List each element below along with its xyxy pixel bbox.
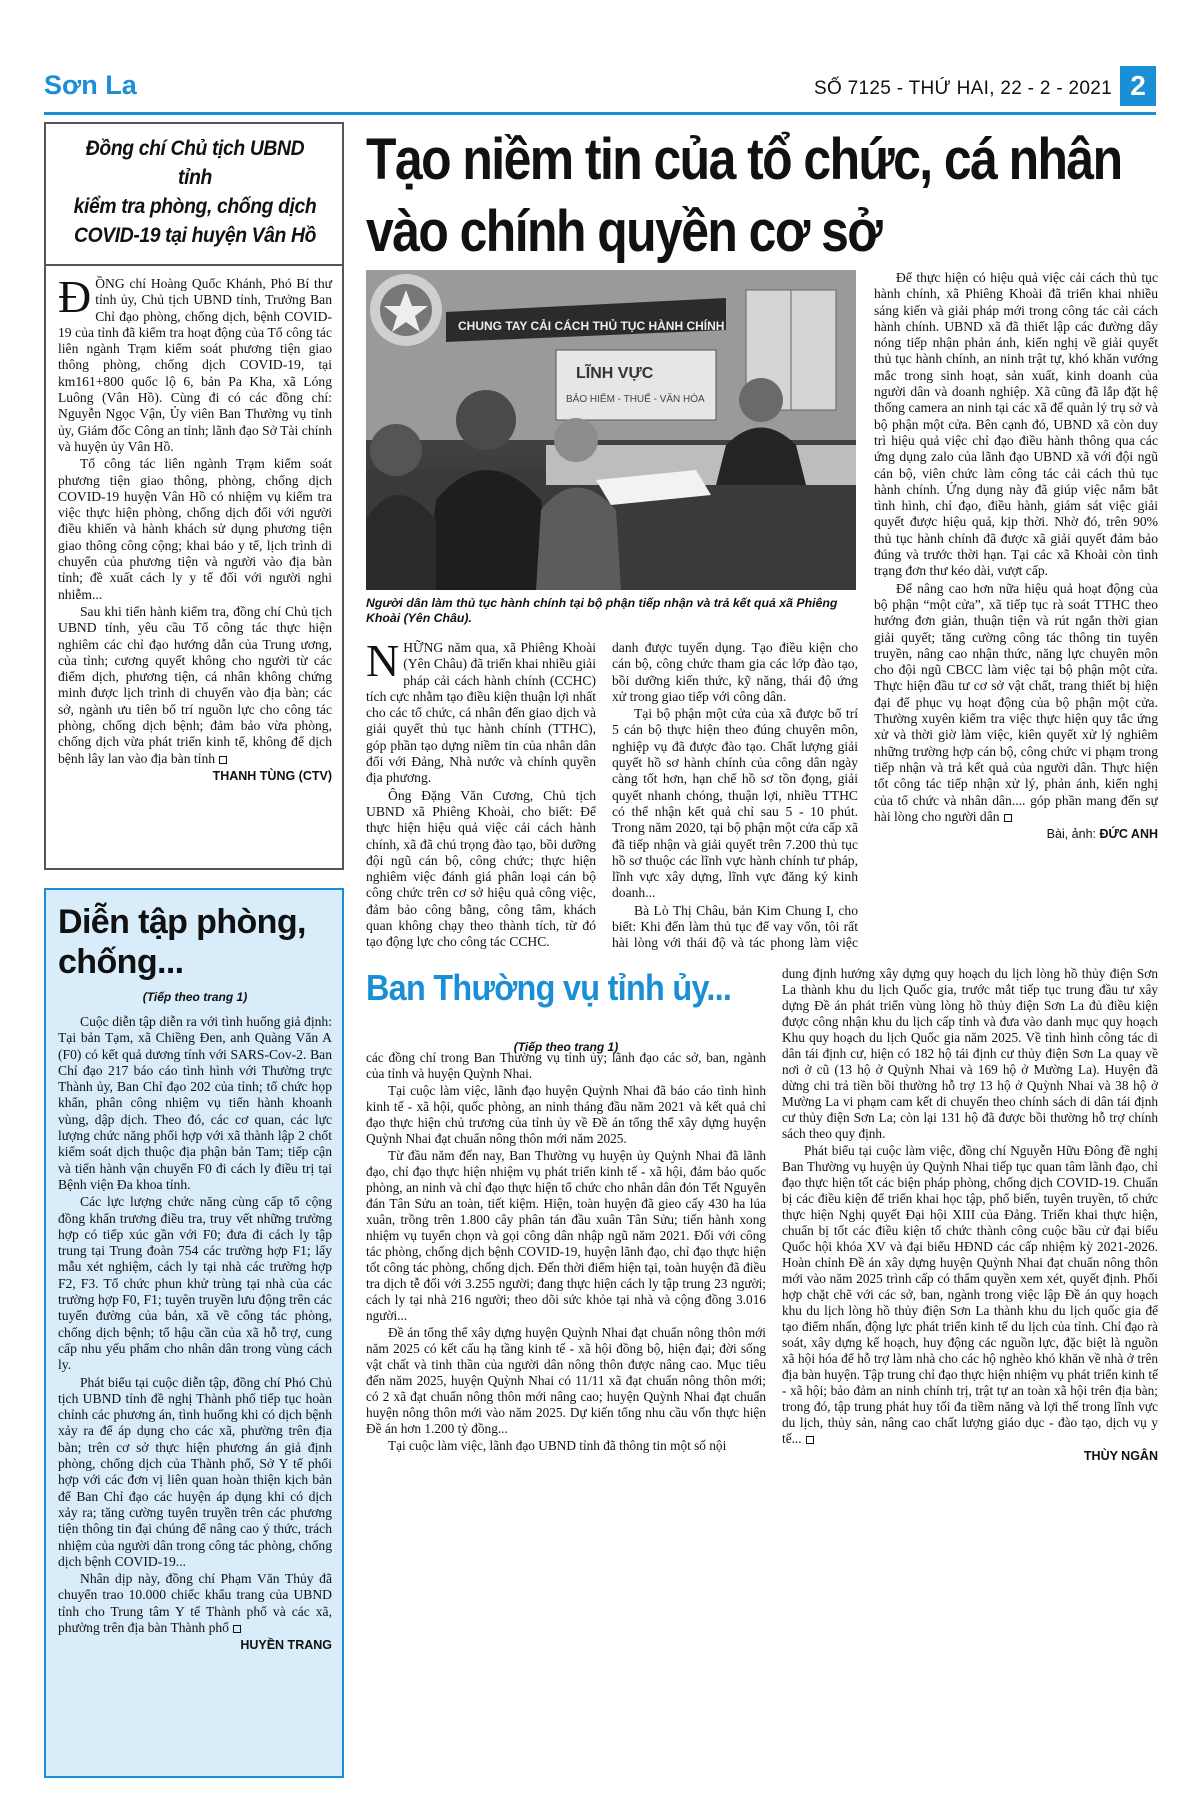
article-chairman-inspection — [44, 122, 344, 870]
article-photo — [366, 270, 856, 590]
svg-text:LĨNH VỰC: LĨNH VỰC — [576, 365, 654, 382]
drop-cap: Đ — [58, 271, 92, 322]
paragraph: NHỮNG năm qua, xã Phiêng Khoài (Yên Châu) đã triển khai nhiều giải pháp cải cách hành chính (CCHC) tích cực nhằm tạo điều kiện thuận lợi nhất cho các tổ chức, cá nhân đến giao dịch và giải quyết thủ tục hành chính (TTHC), góp phần tạo dựng niềm tin của nhân dân đối với Đảng, Nhà nước và chính quyền địa phương. — [366, 640, 596, 786]
byline: THANH TÙNG (CTV) — [212, 768, 332, 783]
paragraph: Tổ công tác liên ngành Trạm kiểm soát phương tiện giao thông, phòng, chống dịch COVID-19 huyện Vân Hồ có nhiệm vụ kiểm tra việc thực hiện phòng, chống dịch đối với người điều khiển và hành khách sử dụng phương tiện giao thông công cộng; khai báo y tế, lịch trình di chuyển của phương tiện và người vào địa bàn tỉnh; đề xuất cách ly y tế đối với người nghi nhiễm... — [58, 456, 332, 602]
header-rule — [44, 112, 1156, 115]
paragraph: Phát biểu tại cuộc diễn tập, đồng chí Phó Chủ tịch UBND tỉnh đề nghị Thành phố tiếp tục hoàn chỉnh các phương án, tình huống khi có dịch bệnh xảy ra để áp dụng cho các xã, phường trên địa bàn; trên cơ sở thực hiện phương án giả định phòng, chống dịch của Thành phố, Sở Y tế phối hợp với các đơn vị liên quan hoàn thiện kịch bản để Ban Chỉ đạo các huyện áp dụng khi có dịch xảy ra; tăng cường tuyên truyền trên các phương tiện thông tin đại chúng để nâng cao ý thức, trách nhiệm của người dân trong công tác phòng, chống dịch bệnh COVID-19... — [58, 1374, 332, 1569]
page-number: 2 — [1120, 66, 1156, 106]
byline: THÙY NGÂN — [1083, 1449, 1158, 1463]
paragraph: Ông Đặng Văn Cương, Chủ tịch UBND xã Phiêng Khoài, cho biết: Để thực hiện hiệu quả việc cải cách hành chính, xã đã chú trọng đào tạo, bồi dưỡng đội ngũ cán bộ, công chức; thực hiện nghiêm việc đánh giá phân loại cán bộ công chức trên cơ sở hiệu quả công việc, đảm bảo công bằng, công tâm, khách quan không chạy theo thành tích, từ đó tạo động lực cho công tác CCHC. — [366, 787, 596, 950]
paragraph: Bà Lò Thị Châu, bản Kim Chung I, cho biết: Khi đến làm thủ tục để vay vốn, tôi rất hài lòng với thái độ và tác phong làm việc — [612, 902, 858, 950]
end-mark-icon — [806, 1436, 814, 1444]
paragraph: Cuộc diễn tập diễn ra với tình huống giả định: Tại bản Tạm, xã Chiềng Đen, anh Quàng Văn A (F0) có kết quả dương tính với SARS-Cov-2. Ban Chỉ đạo 217 báo cáo tình hình với Thường trực Thành ủy, Ban Chỉ đạo 202 của tỉnh; tổ chức họp khẩn, phân công nhiệm vụ tiến hành khoanh vùng, dập dịch. Theo đó, các cơ quan, các lực lượng chức năng phối hợp với xã thành lập 2 chốt kiểm soát dịch thuộc địa phận bản Tam; tiếp cận và tiến hành vận chuyển F0 đi cách ly điều trị tại Bệnh viện Đa khoa tỉnh. — [58, 1014, 332, 1192]
article-drill — [44, 888, 344, 1778]
paragraph: Các lực lượng chức năng cùng cấp tổ cộng đồng khẩn trương điều tra, truy vết những trường hợp có tiếp xúc gần với F0; đưa đi cách ly tập trung tại Trung đoàn 754 các trường hợp F1; lấy mẫu xét nghiệm, cách ly tại nhà các trường hợp F2, F3. Tổ chức phun khử trùng tại nhà của các trường hợp F0, F1; tuyên truyền lưu động trên các tuyến đường của bản, xã về công tác phòng, chống dịch bệnh; tổ hậu cần của xã hỗ trợ, cung cấp nhu yếu phẩm cho nhân dân trong vùng cách ly. — [58, 1194, 332, 1373]
paragraph: Phát biểu tại cuộc làm việc, đồng chí Nguyễn Hữu Đông đề nghị Ban Thường vụ huyện ủy Quỳnh Nhai tiếp tục quan tâm lãnh đạo, chỉ đạo thực hiện tốt các biện pháp phòng, chống dịch COVID-19. Chuẩn bị các điều kiện để triển khai học tập, phổ biến, tuyên truyền, tổ chức thực hiện Nghị quyết Đại hội XIII của Đảng. Triển khai thực hiện, chuẩn bị tốt các điều kiện tổ chức thành công cuộc bầu cử đại biểu Quốc hội khóa XV và đại biểu HĐND các cấp nhiệm kỳ 2021-2026. Hoàn chỉnh Đề án xây dựng huyện Quỳnh Nhai đạt chuẩn nông thôn mới vào năm 2025 trình cấp có thẩm quyền xem xét, quyết định. Phối hợp chặt chẽ với các sở, ban, ngành trong việc lập Đề án quy hoạch khu du lịch lòng hồ thủy điện Sơn La thành khu du lịch quốc gia để tạo điểm nhấn, động lực phát triển kinh tế du lịch của tỉnh. Chỉ đạo rà soát, xây dựng kế hoạch, huy động các nguồn lực, đặc biệt là nguồn xã hội hóa để hỗ trợ làm nhà cho các hộ nghèo khó khăn về nhà ở trên địa bàn huyện. Tập trung chỉ đạo thực hiện nhiệm vụ phát triển kinh tế - xã hội; bảo đảm an ninh chính trị, trật tự an toàn xã hội trên địa bàn; trong đó, tập trung phát huy tối đa tiềm năng và lợi thế trong lĩnh vực du lịch, thủy sản, nâng cao chất lượng giáo dục - đào tạo, dịch vụ y tế... — [782, 1143, 1158, 1446]
paragraph: Tại cuộc làm việc, lãnh đạo UBND tỉnh đã thông tin một số nội — [388, 1438, 727, 1453]
svg-text:CHUNG TAY CẢI CÁCH THỦ TỤC HÀN: CHUNG TAY CẢI CÁCH THỦ TỤC HÀNH CHÍNH — [458, 319, 725, 333]
paragraph: danh được tuyển dụng. Tạo điều kiện cho cán bộ, công chức tham gia các lớp đào tạo, bồi dưỡng kiến thức, kỹ năng, thái độ ứng xử trong giao tiếp với công dân. — [612, 640, 858, 704]
end-mark-icon — [219, 756, 227, 764]
article-title: Ban Thường vụ tỉnh ủy... — [366, 967, 732, 1008]
title-divider — [46, 264, 342, 266]
article3-column-2 — [782, 966, 1158, 1778]
drop-cap: N — [366, 640, 400, 686]
paragraph: Đề án tổng thể xây dựng huyện Quỳnh Nhai đạt chuẩn nông thôn mới năm 2025 có kết cấu hạ tầng kinh tế - xã hội đồng bộ, hiện đại; đời sống vật chất và tinh thần của người dân nông thôn được nâng cao. Mục tiêu đến năm 2025, huyện Quỳnh Nhai có 11/11 xã đạt chuẩn nông thôn mới; có 2 xã đạt chuẩn nông thôn mới nâng cao; huyện Quỳnh Nhai đạt chuẩn huyện nông thôn mới vào năm 2025. Dự kiến tổng nhu cầu vốn thực hiện Đề án hơn 1.200 tỷ đồng... — [366, 1325, 766, 1436]
paragraph: Từ đầu năm đến nay, Ban Thường vụ huyện ủy Quỳnh Nhai đã lãnh đạo, chỉ đạo thực hiện nhiệm vụ phát triển kinh tế - xã hội, đảm bảo quốc phòng, an ninh và chỉ đạo thực hiện tổ chức cho nhân dân đón Tết Nguyên đán Tân Sửu an toàn, tiết kiệm. Hiện, toàn huyện đã gieo cấy 430 ha lúa xuân, trồng trên 1.800 cây phân tán đầu xuân Tân Sửu; tiến hành xong nhiệm vụ tuyển chọn và gọi công dân nhập ngũ năm 2021. Đối với công tác phòng, chống dịch bệnh COVID-19, huyện lãnh đạo, chỉ đạo thực hiện tốt công tác phòng, chống dịch. Đến thời điểm hiện tại, toàn huyện đã điều tra dịch tễ đối với 3.255 người; đang thực hiện cách ly tập trung 23 người; cách ly tại nhà 216 người; theo dõi sức khỏe tại nhà và cộng đồng 3.016 người... — [366, 1148, 766, 1323]
paragraph: các đồng chí trong Ban Thường vụ tỉnh ủy; lãnh đạo các sở, ban, ngành của tỉnh và huyện Quỳnh Nhai. — [366, 1050, 766, 1081]
paragraph: Tại cuộc làm việc, lãnh đạo huyện Quỳnh Nhai đã báo cáo tình hình kinh tế - xã hội, quốc phòng, an ninh tháng đầu năm 2021 và kết quả chỉ đạo thực hiện chủ trương của tỉnh ủy về Đề án tổng thể xây dựng huyện Quỳnh Nhai đạt chuẩn nông thôn mới năm 2025. — [366, 1083, 766, 1146]
article-title: Diễn tập phòng, chống... — [58, 903, 306, 981]
continued-note: (Tiếp theo trang 1) — [513, 1040, 619, 1054]
byline: HUYỀN TRANG — [240, 1638, 332, 1653]
end-mark-icon — [1004, 814, 1012, 822]
issue-info: SỐ 7125 - THỨ HAI, 22 - 2 - 2021 — [814, 78, 1112, 99]
paragraph: ĐỒNG chí Hoàng Quốc Khánh, Phó Bí thư tỉnh ủy, Chủ tịch UBND tỉnh, Trưởng Ban Chỉ đạo phòng, chống dịch, bệnh COVID-19 của tỉnh đã kiểm tra hoạt động của Tổ công tác liên ngành Trạm kiểm soát phương tiện giao thông phòng, chống dịch COVID-19, tại km161+800 quốc lộ 6, bản Pa Kha, xã Lóng Luông (Vân Hồ). Cùng đi có các đồng chí: Nguyễn Ngọc Vận, Ủy viên Ban Thường vụ tỉnh ủy, Giám đốc Công an tỉnh; lãnh đạo Sở Tài chính và huyện ủy Vân Hồ. — [58, 271, 332, 454]
end-mark-icon — [233, 1625, 241, 1633]
paragraph: Để thực hiện có hiệu quả việc cải cách thủ tục hành chính, xã Phiêng Khoài đã triển khai nhiều sáng kiến và giải pháp mới trong công tác cải cách hành chính. UBND xã đã thiết lập các đường dây nóng tiếp nhận phản ánh, kiến nghị về giải quyết thủ tục hành chính, an ninh trật tự, khó khăn vướng mắc trong sinh hoạt, sản xuất, kinh doanh của người dân và doanh nghiệp. Xã cũng đã lắp đặt hệ thống camera an ninh tại các xã để quản lý trụ sở và bộ phận một cửa. Bên cạnh đó, UBND xã còn duy trì hiệu quả việc chỉ đạo điều hành thông qua các ứng dụng zalo của lãnh đạo UBND xã với đội ngũ cán bộ, viên chức làm công tác cải cách thủ tục hành chính. Ứng dụng này đã giúp việc nắm bắt tình hình, chỉ đạo, điều hành, giám sát việc giải quyết được hiệu quả, kịp thời. Nhờ đó, trên 90% thủ tục hành chính đã được xã giải quyết đảm bảo đúng và trước thời hạn. Tại các xã Khoài còn tình trạng đơn thư kéo dài, vượt cấp. — [874, 270, 1158, 579]
newspaper-brand: Sơn La — [44, 70, 137, 100]
office-scene-illustration — [366, 270, 856, 590]
article-title: Đồng chí Chủ tịch UBND tỉnh kiểm tra phòng, chống dịch COVID-19 tại huyện Vân Hồ — [73, 137, 317, 247]
main-article-column-1 — [366, 640, 596, 950]
byline: Bài, ảnh: ĐỨC ANH — [1046, 827, 1158, 842]
paragraph: Nhân dịp này, đồng chí Phạm Văn Thủy đã chuyển trao 10.000 chiếc khẩu trang của UBND tỉnh cho Trung tâm Y tế Thành phố và các xã, phường trên địa bàn Thành phố — [58, 1571, 332, 1635]
paragraph: Tại bộ phận một cửa của xã được bố trí 5 cán bộ thực hiện theo đúng chuyên môn, nghiệp vụ đã được đào tạo. Chất lượng giải quyết hồ sơ hành chính của công dân ngày càng tốt hơn, hạn chế hồ sơ tồn đọng, giải quyết nhanh chóng, thuận lợi, nhiều TTHC có thể nhận kết quả chỉ sau 5 - 10 phút. Trong năm 2020, tại bộ phận một cửa cấp xã đã tiếp nhận và giải quyết trên 7.200 thủ tục hồ sơ thuộc các lĩnh vực hành chính tư pháp, lĩnh vực xây dựng, lĩnh vực đăng ký kinh doanh... — [612, 706, 858, 901]
main-article-column-3 — [874, 270, 1158, 970]
page-header — [44, 66, 1156, 108]
paragraph: dung định hướng xây dựng quy hoạch du lịch lòng hồ thủy điện Sơn La thành khu du lịch Quốc gia, trước mắt tiếp tục trung đầu tư xây dựng Đề án phát triển vùng lòng hồ thủy điện Sơn La đủ điều kiện được công nhận khu du lịch cấp tỉnh và đưa vào danh mục quy hoạch Khu quy hoạch du lịch Quốc gia năm 2025. Về tình hình công tác di dân tái định cư, hiện có 182 hộ tái định cư thủy điện Sơn La quay về nơi ở cũ (13 hộ ở Quỳnh Nhai và 169 hộ ở Mường La). Huyện đã dừng chi trả tiền bồi thường hỗ trợ 13 hộ ở Quỳnh Nhai và 38 hộ ở Mường La vi phạm cam kết di chuyển theo chính sách di dân tái định cư thủy điện Sơn La; còn lại 131 hộ đã được bồi thường hỗ trợ chính sách theo quy định. — [782, 966, 1158, 1141]
article3-column-1 — [366, 1050, 766, 1780]
continued-note: (Tiếp theo trang 1) — [142, 990, 248, 1004]
svg-text:BẢO HIỂM - THUẾ - VĂN HÓA: BẢO HIỂM - THUẾ - VĂN HÓA — [566, 394, 705, 405]
photo-caption: Người dân làm thủ tục hành chính tại bộ phận tiếp nhận và trả kết quả xã Phiêng Khoài (Yên Châu). — [366, 596, 838, 625]
main-headline: Tạo niềm tin của tổ chức, cá nhân vào chính quyền cơ sở — [366, 127, 1122, 264]
main-article-column-2 — [612, 640, 858, 950]
paragraph: Để nâng cao hơn nữa hiệu quả hoạt động của bộ phận “một cửa”, xã tiếp tục rà soát TTHC theo hướng đơn giản, thuận tiện và rút ngắn thời gian giải quyết; tăng cường công tác thông tin tuyên truyền, nâng cao nhận thức, năng lực chuyên môn cho đội ngũ CBCC làm việc tại bộ phận một cửa. Thực hiện đầu tư cơ sở vật chất, trang thiết bị hiện đại để phục vụ hoạt động của bộ phận một cửa. Thường xuyên kiểm tra việc thực hiện quy tắc ứng xử và thời giờ làm việc, kiên quyết xử lý nghiêm những trường hợp cán bộ, công chức vi phạm trong tiếp nhận và trả kết quả của người dân. Thực hiện tốt công tác tiếp nhận xử lý, phản ánh, kiến nghị của tổ chức và nhân dân.... góp phần mang đến sự hài lòng cho người dân — [874, 580, 1158, 824]
paragraph: Sau khi tiến hành kiểm tra, đồng chí Chủ tịch UBND tỉnh, yêu cầu Tổ công tác thực hiện nghiêm các chỉ đạo hướng dẫn của Trung ương, của tỉnh; cương quyết không cho người từ các điểm dịch, phương tiện, cá nhân không chứng minh được lịch trình di chuyển vào địa bàn; các sở, ngành ưu tiên bố trí nguồn lực cho công tác phòng, chống dịch bệnh; đảm bảo vừa phòng, chống dịch vừa phát triển kinh tế, không để dịch bệnh lây lan vào địa bàn tỉnh — [58, 603, 332, 766]
